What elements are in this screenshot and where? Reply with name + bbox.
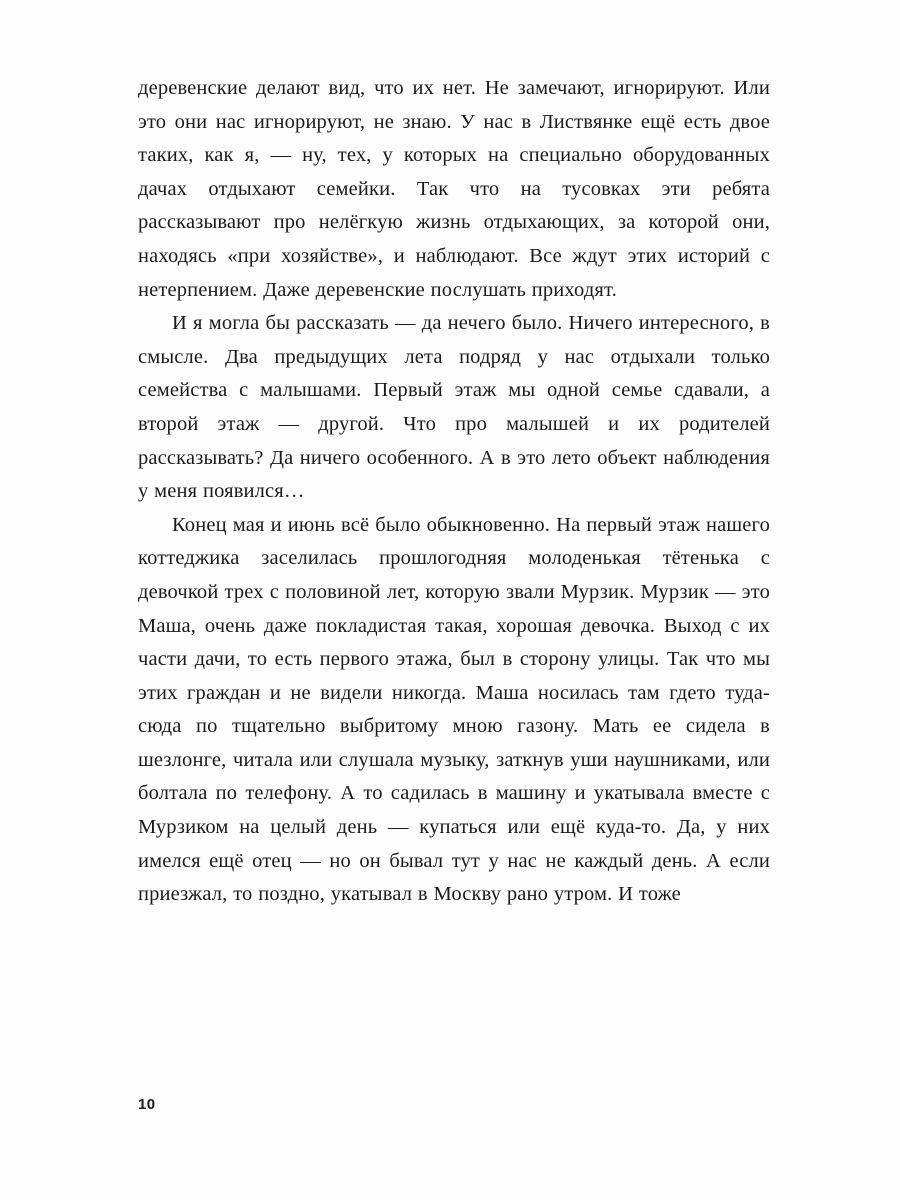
paragraph: Конец мая и июнь всё было обыкновенно. На первый этаж нашего коттеджика заселилась прошлогодняя молоденькая тётенька с девочкой трех с половиной лет, которую звали Мурзик. Мурзик — это Маша, очень даже покладистая такая, хорошая девочка. Выход с их части дачи, то есть первого этажа, был в сторону улицы. Так что мы этих граждан и не видели никогда. Маша носилась там гдето туда-сюда по тщательно выбритому мною газону. Мать ее сидела в шезлонге, читала или слушала музыку, заткнув уши наушниками, или болтала по телефону. А то садилась в машину и укатывала вместе с Мурзиком на целый день — купаться или ещё куда-то. Да, у них имелся ещё отец — но он бывал тут у нас не каждый день. А если приезжал, то поздно, укатывал в Москву рано утром. И тоже <box>138 513 770 906</box>
body-text-column <box>138 72 770 912</box>
paragraph: деревенские делают вид, что их нет. Не замечают, игнорируют. Или это они нас игнорируют, не знаю. У нас в Листвянке ещё есть двое таких, как я, — ну, тех, у которых на специально оборудованных дачах отдыхают семейки. Так что на тусовках эти ребята рассказывают про нелёгкую жизнь отдыхающих, за которой они, находясь «при хозяйстве», и наблюдают. Все ждут этих историй с нетерпением. Даже деревенские послушать приходят. <box>138 77 770 301</box>
paragraph: И я могла бы рассказать — да нечего было. Ничего интересного, в смысле. Два предыдущих лета подряд у нас отдыхали только семейства с малышами. Первый этаж мы одной семье сдавали, а второй этаж — другой. Что про малышей и их родителей рассказывать? Да ничего особенного. А в это лето объект наблюдения у меня появился… <box>138 312 770 503</box>
page-number: 10 <box>138 1096 156 1113</box>
